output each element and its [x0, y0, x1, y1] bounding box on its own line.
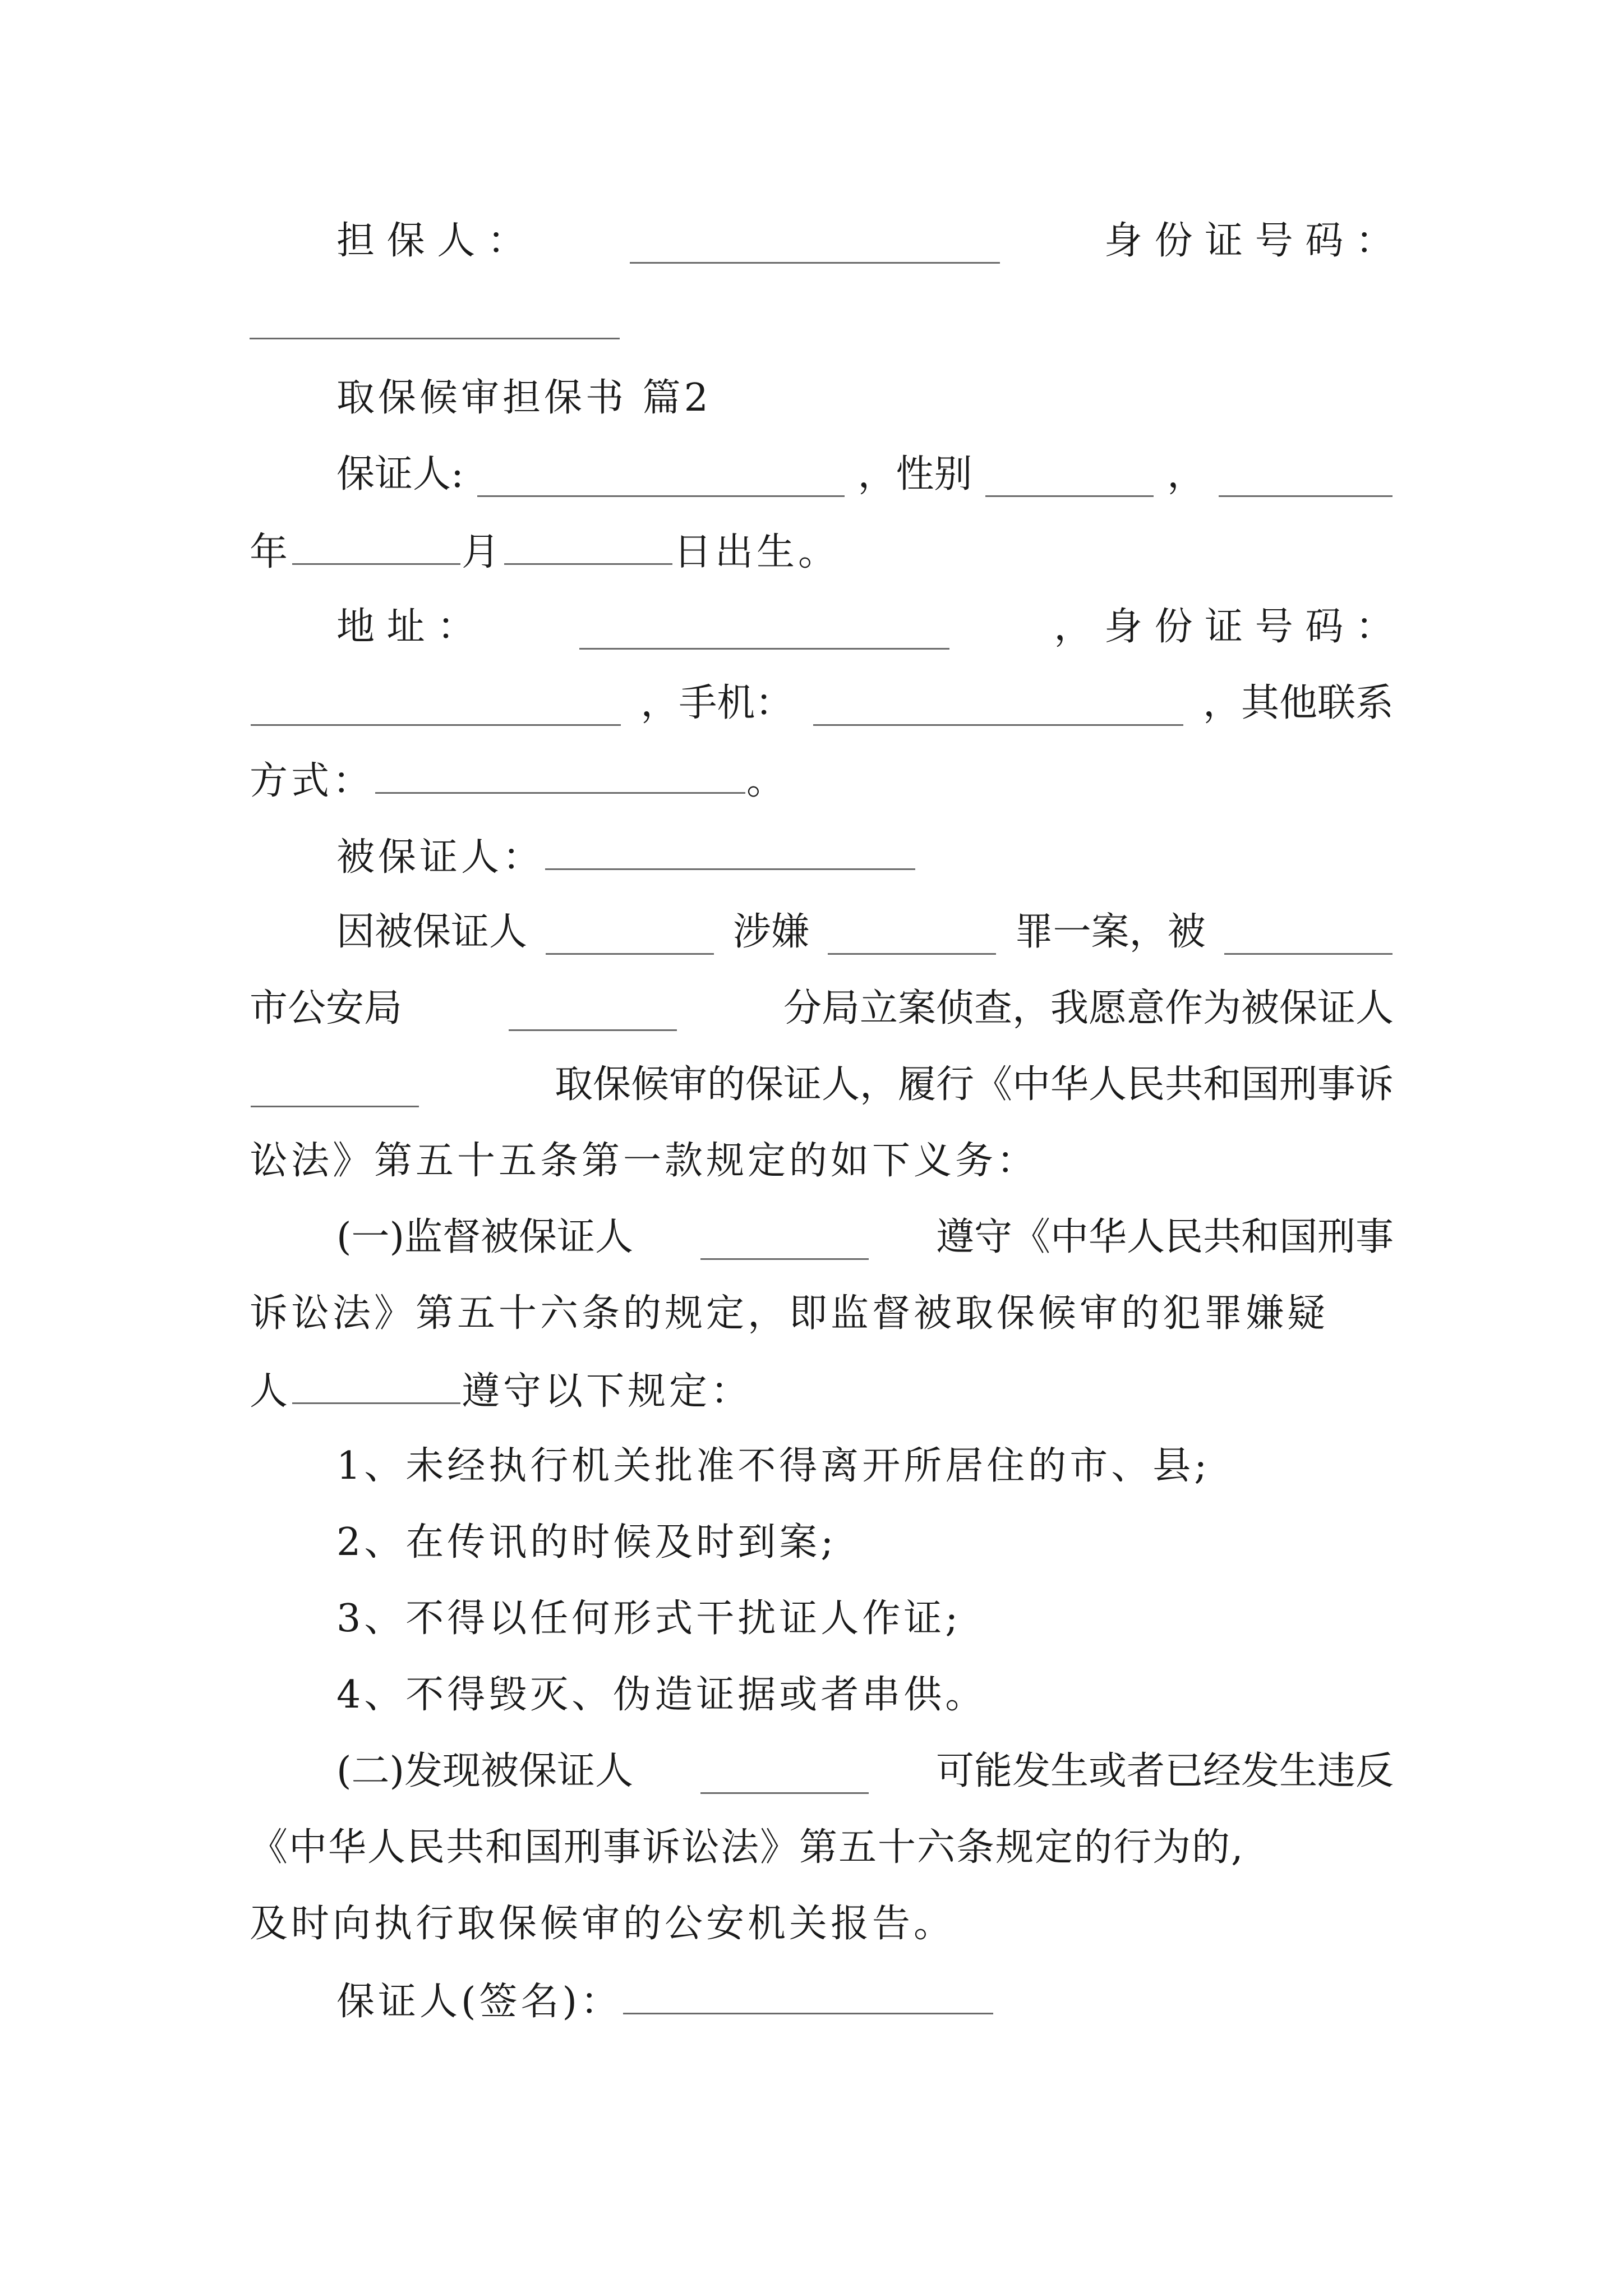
other-contact-blank[interactable]	[375, 757, 745, 794]
rule-4: 4、不得毁灭、伪造证据或者串供。	[336, 1673, 987, 1717]
month-label: 月	[462, 530, 504, 574]
guarantor-id-blank[interactable]	[251, 689, 621, 726]
obligation-one-text-2: 遵守《中华人民共和国刑事	[935, 1215, 1394, 1259]
rule-1: 1、未经执行机关批准不得离开所居住的市、县;	[336, 1444, 1211, 1488]
guarantor-blank[interactable]	[630, 227, 1000, 264]
obligation-intro: 讼法》第五十五条第一款规定的如下义务：	[250, 1139, 1039, 1183]
bail-line	[250, 1062, 1394, 1107]
guarantor-info-line	[336, 452, 1394, 497]
obligation-two-end: 及时向执行取保候审的公安机关报告。	[250, 1902, 956, 1946]
id-number-blank[interactable]	[250, 337, 620, 339]
id-number-label: 身 份 证 号 码 ：	[1104, 219, 1394, 263]
suspect-blank[interactable]	[292, 1368, 460, 1404]
signature-line	[336, 1978, 1394, 2024]
rule-2: 2、在传讯的时候及时到案;	[336, 1520, 837, 1565]
obligation-two-line	[336, 1749, 1394, 1794]
guaranteed-person-line	[336, 834, 1394, 880]
gender-label: ，性别	[857, 452, 972, 496]
signature-blank[interactable]	[623, 1978, 993, 2014]
guaranteed-name-blank[interactable]	[251, 1071, 419, 1107]
day-label: 日出生。	[674, 530, 840, 574]
guarantor-name-blank[interactable]	[477, 461, 845, 497]
address-blank[interactable]	[579, 613, 949, 650]
obligation-one-line	[336, 1215, 1394, 1260]
case-text-3: 罪一案，被	[1015, 910, 1206, 954]
signature-label: 保证人(签名)：	[336, 1980, 623, 2024]
police-text-1: 市公安局	[250, 986, 403, 1030]
section-heading: 取保候审担保书 篇2	[336, 376, 712, 420]
rules-label: 遵守以下规定：	[462, 1369, 753, 1414]
guarantor-line	[336, 219, 1394, 264]
guarantor-name-label: 保证人:	[336, 452, 464, 496]
phone-label: ，手机：	[640, 681, 794, 725]
rule-3: 3、不得以任何形式干扰证人作证;	[336, 1596, 962, 1641]
birth-month-blank[interactable]	[292, 528, 460, 565]
bail-text: 取保候审的保证人，履行《中华人民共和国刑事诉	[554, 1062, 1394, 1107]
year-label: 年	[250, 530, 292, 574]
obligation-one-blank[interactable]	[700, 1223, 869, 1260]
other-contact-line	[250, 757, 1394, 804]
suspect-name-blank[interactable]	[546, 918, 714, 955]
address-line	[336, 605, 1394, 650]
obligation-one-end	[250, 1368, 1394, 1414]
obligation-two-blank[interactable]	[700, 1757, 869, 1794]
birth-year-blank[interactable]	[1219, 461, 1393, 497]
obligation-two-cont: 《中华人民共和国刑事诉讼法》第五十六条规定的行为的,	[250, 1825, 1244, 1870]
birth-day-blank[interactable]	[504, 528, 672, 565]
branch-blank[interactable]	[509, 995, 677, 1031]
contact-line	[250, 681, 1394, 726]
case-text-1: 因被保证人	[336, 910, 528, 954]
method-label: 方式：	[250, 759, 375, 803]
phone-blank[interactable]	[813, 689, 1183, 726]
obligation-two-text-2: 可能发生或者已经发生违反	[935, 1749, 1394, 1793]
obligation-one-text-1: (一)监督被保证人	[336, 1215, 634, 1259]
period: 。	[746, 759, 789, 803]
guaranteed-person-label: 被保证人：	[336, 835, 545, 880]
charge-blank[interactable]	[828, 918, 996, 955]
guaranteed-person-blank[interactable]	[545, 834, 915, 870]
guarantor-label: 担 保 人 ：	[336, 219, 525, 263]
city-blank[interactable]	[1224, 918, 1393, 955]
gender-blank[interactable]	[985, 461, 1154, 497]
police-text-2: 分局立案侦查，我愿意作为被保证人	[783, 986, 1394, 1030]
case-text-2: 涉嫌	[732, 910, 809, 954]
police-line	[250, 986, 1394, 1031]
person-label: 人	[250, 1369, 292, 1414]
obligation-one-cont: 诉讼法》第五十六条的规定，即监督被取保候审的犯罪嫌疑	[250, 1291, 1329, 1336]
case-line	[336, 910, 1394, 955]
address-label: 地 址 ：	[336, 605, 476, 649]
other-contact-label: ，其他联系	[1202, 681, 1394, 725]
obligation-two-text-1: (二)发现被保证人	[336, 1749, 634, 1793]
birth-date-line	[250, 528, 1394, 575]
guarantor-id-label: ， 身 份 证 号 码 ：	[1054, 605, 1394, 649]
comma: ，	[1167, 452, 1206, 496]
